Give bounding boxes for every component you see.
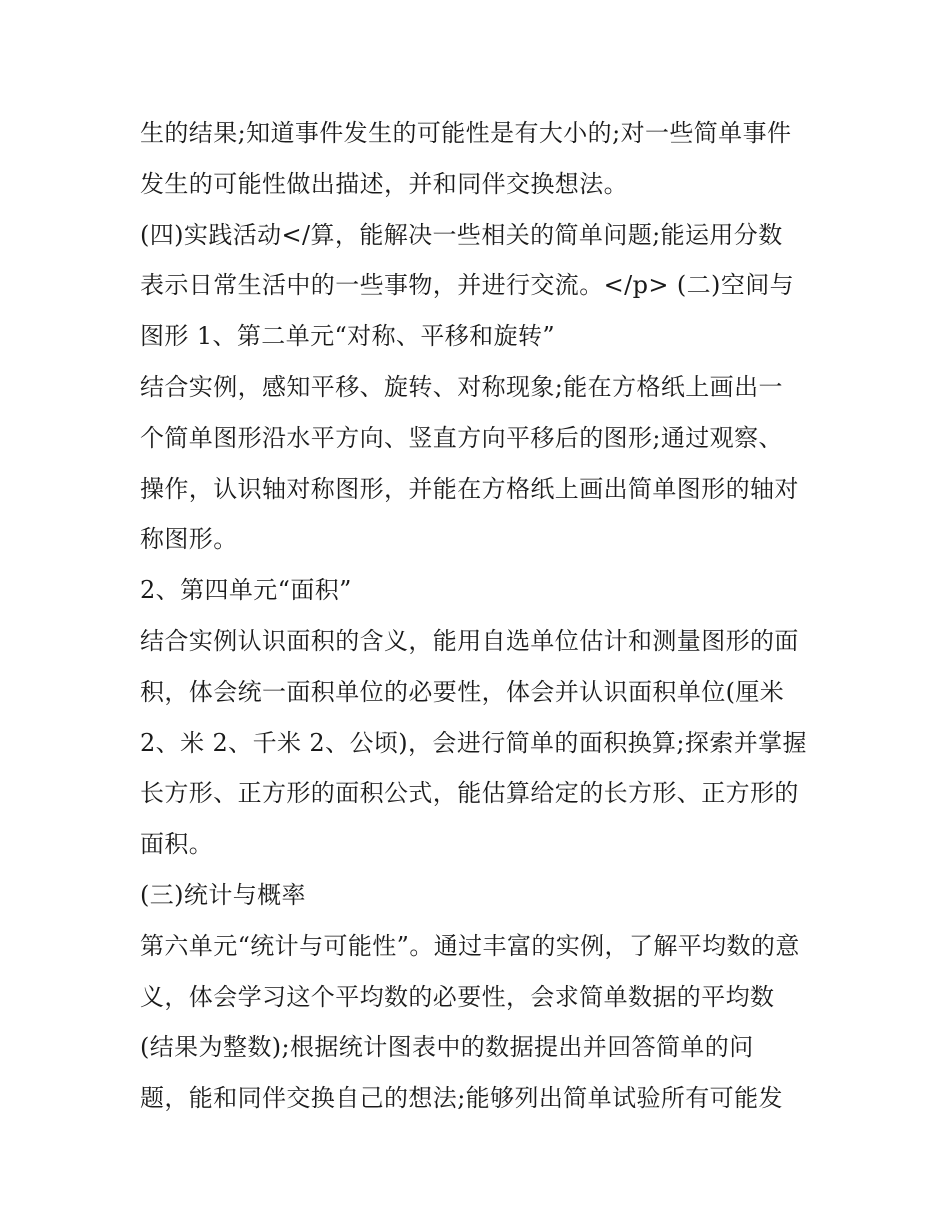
text-line: 题，能和同伴交换自己的想法;能够列出简单试验所有可能发: [140, 1084, 783, 1113]
text-line: 2、米 2、千米 2、公顷)，会进行简单的面积换算;探索并掌握: [140, 728, 807, 757]
text-line: 个简单图形沿水平方向、竖直方向平移后的图形;通过观察、: [140, 423, 783, 452]
text-line: 长方形、正方形的面积公式，能估算给定的长方形、正方形的: [140, 779, 799, 808]
text-line: 称图形。: [140, 525, 238, 554]
text-line: 积，体会统一面积单位的必要性，体会并认识面积单位(厘米: [140, 677, 785, 706]
text-line: (三)统计与概率: [140, 880, 306, 909]
text-line: 结合实例认识面积的含义，能用自选单位估计和测量图形的面: [140, 626, 799, 655]
text-line: 2、第四单元“面积”: [140, 576, 352, 605]
text-line: 生的结果;知道事件发生的可能性是有大小的;对一些简单事件: [140, 119, 792, 147]
document-body: [140, 108, 830, 1124]
text-line: (结果为整数);根据统计图表中的数据提出并回答简单的问: [140, 1033, 754, 1062]
text-line: 结合实例，感知平移、旋转、对称现象;能在方格纸上画出一: [140, 372, 783, 401]
text-line: 义，体会学习这个平均数的必要性，会求简单数据的平均数: [140, 982, 775, 1011]
text-line: 发生的可能性做出描述，并和同伴交换想法。: [140, 169, 628, 198]
text-line: 表示日常生活中的一些事物，并进行交流。</p> (二)空间与: [140, 271, 795, 300]
text-line: 面积。: [140, 830, 214, 859]
text-line: 第六单元“统计与可能性”。通过丰富的实例，了解平均数的意: [140, 931, 800, 960]
text-line: (四)实践活动</算，能解决一些相关的简单问题;能运用分数: [140, 220, 783, 249]
text-line: 图形 1、第二单元“对称、平移和旋转”: [140, 322, 556, 351]
text-line: 操作，认识轴对称图形，并能在方格纸上画出简单图形的轴对: [140, 474, 799, 503]
